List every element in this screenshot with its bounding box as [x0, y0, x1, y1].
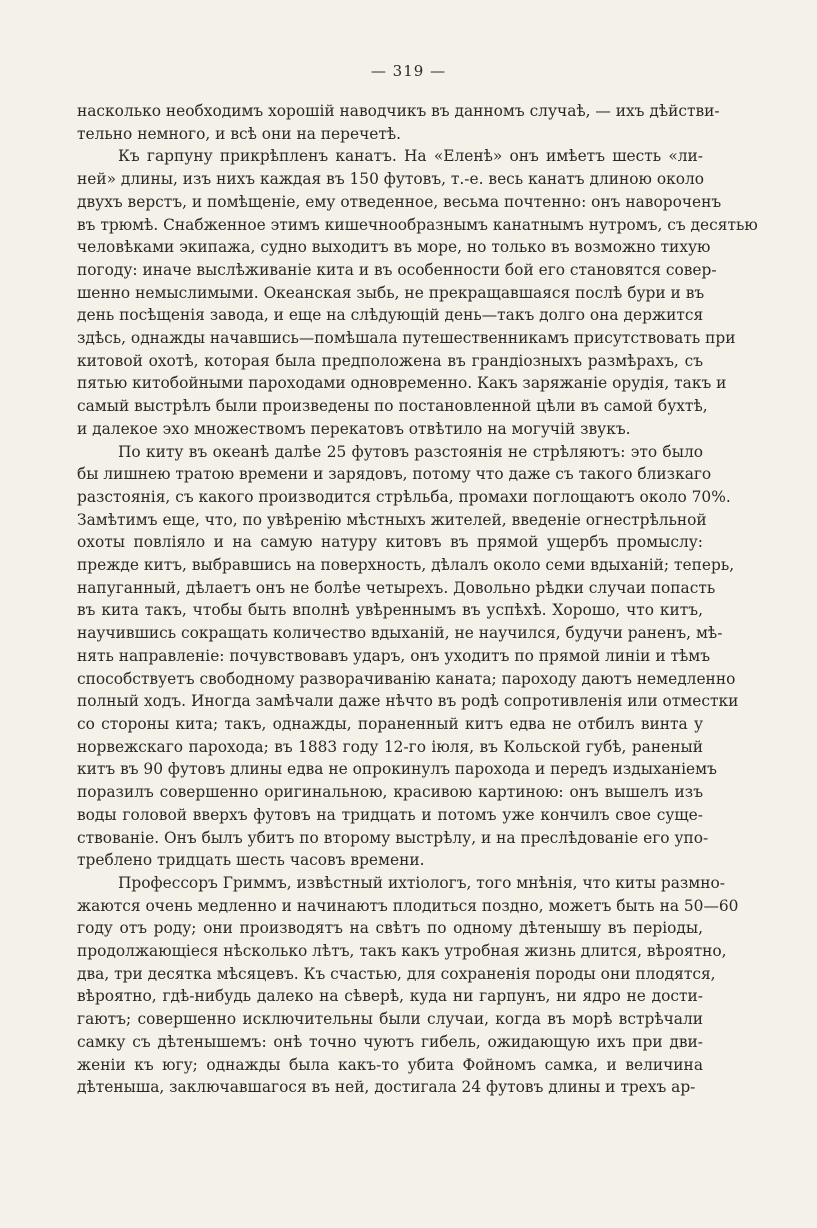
text-line: самку съ дѣтенышемъ: онѣ точно чуютъ гибель, ожидающую ихъ при дви-	[77, 1032, 703, 1051]
text-line: двухъ верстъ, и помѣщеніе, ему отведенное, весьма почтенно: онъ навороченъ	[77, 192, 722, 211]
text-line: день посѣщенія завода, и еще на слѣдующій день—такъ долго она держится	[77, 306, 704, 325]
text-line: научившись сокращать количество вдыханій, не научился, будучи раненъ, мѣ-	[77, 624, 723, 643]
paragraph	[77, 872, 739, 1099]
text-line: жаются очень медленно и начинаютъ плодиться поздно, можетъ быть на 50—60	[77, 896, 739, 915]
body-text	[77, 100, 758, 1099]
text-line: въ кита такъ, чтобы быть вполнѣ увѣреннымъ въ успѣхѣ. Хорошо, что китъ,	[77, 601, 703, 620]
text-line: насколько необходимъ хорошій наводчикъ въ данномъ случаѣ, — ихъ дѣйстви-	[77, 102, 720, 120]
text-line: здѣсь, однажды начавшись—помѣшала путешественникамъ присутствовать при	[77, 329, 736, 348]
text-line: пятью китобойными пароходами одновременно. Какъ заряжаніе орудія, такъ и	[77, 374, 727, 393]
text-line: и далекое эхо множествомъ перекатовъ отвѣтило на могучій звукъ.	[77, 419, 631, 438]
text-line: Къ гарпуну прикрѣпленъ канатъ. На «Еленѣ» онъ имѣетъ шесть «ли-	[118, 147, 703, 166]
text-line: китовой охотѣ, которая была предположена въ грандіозныхъ размѣрахъ, съ	[77, 351, 703, 370]
text-line: два, три десятка мѣсяцевъ. Къ счастью, для сохраненія породы они плодятся,	[77, 964, 716, 983]
text-line: гаютъ; совершенно исключительны были случаи, когда въ морѣ встрѣчали	[77, 1010, 703, 1029]
text-line: продолжающіеся нѣсколько лѣтъ, такъ какъ утробная жизнь длится, вѣроятно,	[77, 942, 727, 961]
text-line: норвежскаго парохода; въ 1883 году 12-го іюля, въ Кольской губѣ, раненый	[77, 737, 703, 756]
text-line: полный ходъ. Иногда замѣчали даже нѣчто въ родѣ сопротивленія или отместки	[77, 692, 739, 711]
text-line: тельно немного, и всѣ они на перечетѣ.	[77, 124, 402, 143]
text-line: со стороны кита; такъ, однажды, пораненный китъ едва не отбилъ винта у	[77, 714, 703, 733]
text-line: въ трюмѣ. Снабженное этимъ кишечнообразнымъ канатнымъ нутромъ, съ десятью	[77, 215, 758, 234]
paragraph	[77, 100, 720, 145]
text-line: году отъ роду; они производятъ на свѣтъ по одному дѣтенышу въ періоды,	[77, 919, 703, 938]
text-line: женіи къ югу; однажды была какъ-то убита Фойномъ самка, и величина	[77, 1055, 703, 1074]
text-line: нять направленіе: почувствовавъ ударъ, онъ уходитъ по прямой линіи и тѣмъ	[77, 646, 711, 665]
text-line: Замѣтимъ еще, что, по увѣренію мѣстныхъ жителей, введеніе огнестрѣльной	[77, 510, 707, 529]
text-line: прежде китъ, выбравшись на поверхность, дѣлалъ около семи вдыханій; теперь,	[77, 556, 735, 575]
page-number: — 319 —	[370, 62, 447, 80]
text-line: воды головой вверхъ футовъ на тридцать и потомъ уже кончилъ свое суще-	[77, 805, 703, 824]
text-line: дѣтеныша, заключавшагося въ ней, достигала 24 футовъ длины и трехъ ар-	[77, 1078, 696, 1097]
text-line: ней» длины, изъ нихъ каждая въ 150 футовъ, т.-е. весь канатъ длиною около	[77, 170, 705, 189]
text-line: По киту въ океанѣ далѣе 25 футовъ разстоянія не стрѣляютъ: это было	[118, 442, 703, 461]
text-line: человѣками экипажа, судно выходитъ въ море, но только въ возможно тихую	[77, 238, 711, 257]
text-line: самый выстрѣлъ были произведены по постановленной цѣли въ самой бухтѣ,	[77, 397, 708, 416]
text-line: китъ въ 90 футовъ длины едва не опрокинулъ парохода и передъ издыханіемъ	[77, 760, 717, 779]
text-line: разстоянія, съ какого производится стрѣльба, промахи поглощаютъ около 70%.	[77, 487, 731, 506]
paragraph	[77, 441, 739, 872]
text-line: ствованіе. Онъ былъ убитъ по второму выстрѣлу, и на преслѣдованіе его упо-	[77, 828, 709, 847]
text-line: Профессоръ Гриммъ, извѣстный ихтіологъ, того мнѣнія, что киты размно-	[118, 873, 725, 892]
text-line: охоты повліяло и на самую натуру китовъ въ прямой ущербъ промыслу:	[77, 533, 703, 552]
text-line: шенно немыслимыми. Океанская зыбь, не прекращавшаяся послѣ бури и въ	[77, 283, 705, 302]
text-line: способствуетъ свободному разворачиванію каната; пароходу даютъ немедленно	[77, 669, 736, 688]
text-line: вѣроятно, гдѣ-нибудь далеко на сѣверѣ, куда ни гарпунъ, ни ядро не дости-	[77, 987, 703, 1006]
text-line: треблено тридцать шесть часовъ времени.	[77, 851, 425, 870]
paragraph	[77, 145, 758, 440]
text-line: напуганный, дѣлаетъ онъ не болѣе четырехъ. Довольно рѣдки случаи попасть	[77, 578, 716, 597]
text-line: бы лишнею тратою времени и зарядовъ, потому что даже съ такого близкаго	[77, 465, 712, 484]
text-line: погоду: иначе выслѣживаніе кита и въ особенности бой его становятся совер-	[77, 260, 717, 279]
text-line: поразилъ совершенно оригинальною, красивою картиною: онъ вышелъ изъ	[77, 783, 703, 802]
